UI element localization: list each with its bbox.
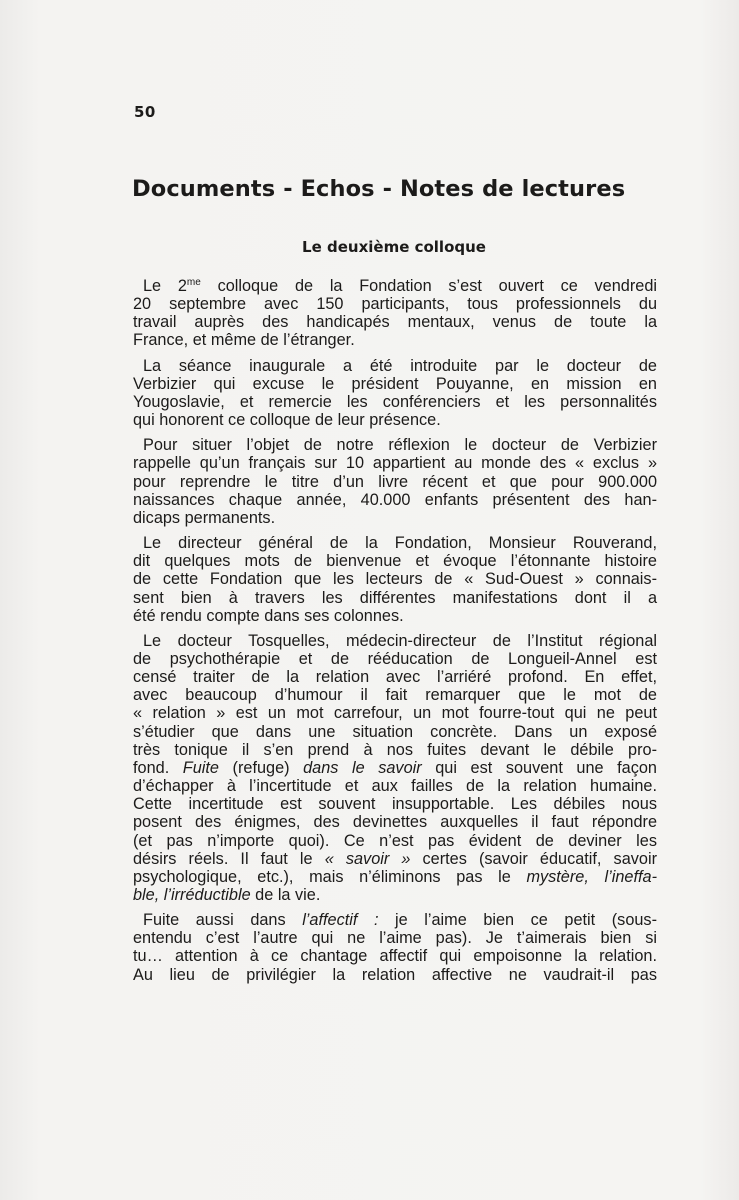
page-number: 50 xyxy=(134,103,156,121)
text-run: entendu c’est l’autre qui ne l’aime pas). Je t’aimerais bien si xyxy=(133,929,657,948)
text-run: dicaps permanents. xyxy=(133,508,276,527)
text-line xyxy=(133,850,657,868)
paragraph xyxy=(133,357,657,430)
text-line xyxy=(133,686,657,704)
text-run: de psychothérapie et de rééducation de Longueil-Annel est xyxy=(133,649,657,668)
text-run: Le 2 xyxy=(143,277,187,295)
text-run: travail auprès des handicapés mentaux, venus de toute la xyxy=(133,313,657,332)
text-run: qui honorent ce colloque de leur présence. xyxy=(133,411,441,430)
text-line xyxy=(133,911,657,929)
text-run: La séance inaugurale a été introduite par le docteur de xyxy=(143,356,657,375)
text-run: posent des énigmes, des devinettes auxquelles il faut répondre xyxy=(133,813,657,832)
text-line xyxy=(133,473,657,491)
text-run: certes (savoir éducatif, savoir xyxy=(410,849,657,868)
text-line xyxy=(133,313,657,331)
text-run: France, et même de l’étranger. xyxy=(133,331,355,350)
text-line xyxy=(133,552,657,570)
text-run: tu… attention à ce chantage affectif qui empoisonne la relation. xyxy=(133,947,657,966)
text-run: Yougoslavie, et remercie les conférenciers et les personnalités xyxy=(133,392,657,411)
italic-text: ble, l’irréductible xyxy=(133,886,251,904)
text-run: fond. xyxy=(133,758,183,777)
text-run: Le directeur général de la Fondation, Monsieur Rouverand, xyxy=(143,534,657,553)
text-line xyxy=(133,741,657,759)
text-run: s’étudier que dans une situation concrète. Dans un exposé xyxy=(133,722,657,741)
text-line xyxy=(133,534,657,552)
italic-text: « savoir » xyxy=(324,849,411,868)
paragraph xyxy=(133,277,657,350)
text-run: Le docteur Tosquelles, médecin-directeur de l’Institut régional xyxy=(143,631,657,650)
text-line xyxy=(133,632,657,650)
text-run: de cette Fondation que les lecteurs de « Sud-Ouest » connais- xyxy=(133,570,657,589)
text-run: Cette incertitude est souvent insupportable. Les débiles nous xyxy=(133,795,657,814)
italic-text: Fuite xyxy=(182,758,219,777)
text-run: censé traiter de la relation avec l’arriéré profond. En effet, xyxy=(133,668,657,687)
text-line xyxy=(133,589,657,607)
text-line xyxy=(133,277,657,295)
superscript: me xyxy=(186,277,201,288)
text-run: désirs réels. Il faut le xyxy=(133,849,325,868)
text-line xyxy=(133,668,657,686)
text-run: Verbizier qui excuse le président Pouyanne, en mission en xyxy=(133,374,657,393)
text-run: (et pas n’importe quoi). Ce n’est pas évident de deviner les xyxy=(133,831,657,850)
text-line xyxy=(133,393,657,411)
text-line xyxy=(133,650,657,668)
text-line xyxy=(133,295,657,313)
paragraph xyxy=(133,632,657,904)
text-line xyxy=(133,759,657,777)
italic-text: l’affectif : xyxy=(302,911,379,930)
text-line xyxy=(133,966,657,984)
text-line xyxy=(133,795,657,813)
text-line xyxy=(133,436,657,454)
text-run: Pour situer l’objet de notre réflexion le docteur de Verbizier xyxy=(143,436,657,455)
text-run: été rendu compte dans ses colonnes. xyxy=(133,606,404,625)
section-heading: Documents - Echos - Notes de lectures xyxy=(132,176,626,202)
paragraph xyxy=(133,436,657,527)
text-run: d’échapper à l’incertitude et aux failles de la relation humaine. xyxy=(133,777,657,796)
text-run: rappelle qu’un français sur 10 appartient au monde des « exclus » xyxy=(133,454,657,473)
italic-text: dans le savoir xyxy=(303,758,422,777)
text-run: 20 septembre avec 150 participants, tous professionnels du xyxy=(133,295,657,314)
text-line xyxy=(133,777,657,795)
paragraph xyxy=(133,534,657,625)
text-line xyxy=(133,832,657,850)
text-run: avec beaucoup d’humour il fait remarquer que le mot de xyxy=(133,686,657,705)
text-line xyxy=(133,411,657,429)
text-line xyxy=(133,947,657,965)
text-run: sent bien à travers les différentes manifestations dont il a xyxy=(133,588,657,607)
italic-text: mystère, l’ineffa- xyxy=(526,867,657,886)
text-line xyxy=(133,570,657,588)
text-line xyxy=(133,357,657,375)
paragraph xyxy=(133,911,657,984)
text-run: « relation » est un mot carrefour, un mot fourre-tout qui ne peut xyxy=(133,704,657,723)
text-run: pour reprendre le titre d’un livre récent et que pour 900.000 xyxy=(133,472,657,491)
article-body xyxy=(133,277,657,984)
text-run: qui est souvent une façon xyxy=(421,758,657,777)
text-line xyxy=(133,375,657,393)
text-line xyxy=(133,509,657,527)
text-line xyxy=(133,723,657,741)
text-line xyxy=(133,813,657,831)
text-run: naissances chaque année, 40.000 enfants présentent des han- xyxy=(133,490,657,509)
article-title: Le deuxième colloque xyxy=(302,238,486,256)
text-run: très tonique il s’en prend à nos fuites devant le débile pro- xyxy=(133,740,657,759)
text-run: je l’aime bien ce petit (sous- xyxy=(378,911,657,930)
text-line xyxy=(133,454,657,472)
text-line xyxy=(133,929,657,947)
text-line xyxy=(133,704,657,722)
text-run: psychologique, etc.), mais n’éliminons pas le xyxy=(133,867,527,886)
text-line xyxy=(133,331,657,349)
text-run: colloque de la Fondation s’est ouvert ce vendredi xyxy=(200,277,657,295)
text-line xyxy=(133,868,657,886)
text-run: dit quelques mots de bienvenue et évoque l’étonnante histoire xyxy=(133,552,657,571)
text-run: de la vie. xyxy=(250,886,321,904)
text-run: Au lieu de privilégier la relation affective ne vaudrait-il pas xyxy=(133,965,657,984)
text-line xyxy=(133,491,657,509)
text-line xyxy=(133,886,657,904)
text-run: (refuge) xyxy=(218,758,304,777)
text-line xyxy=(133,607,657,625)
text-run: Fuite aussi dans xyxy=(143,911,303,930)
